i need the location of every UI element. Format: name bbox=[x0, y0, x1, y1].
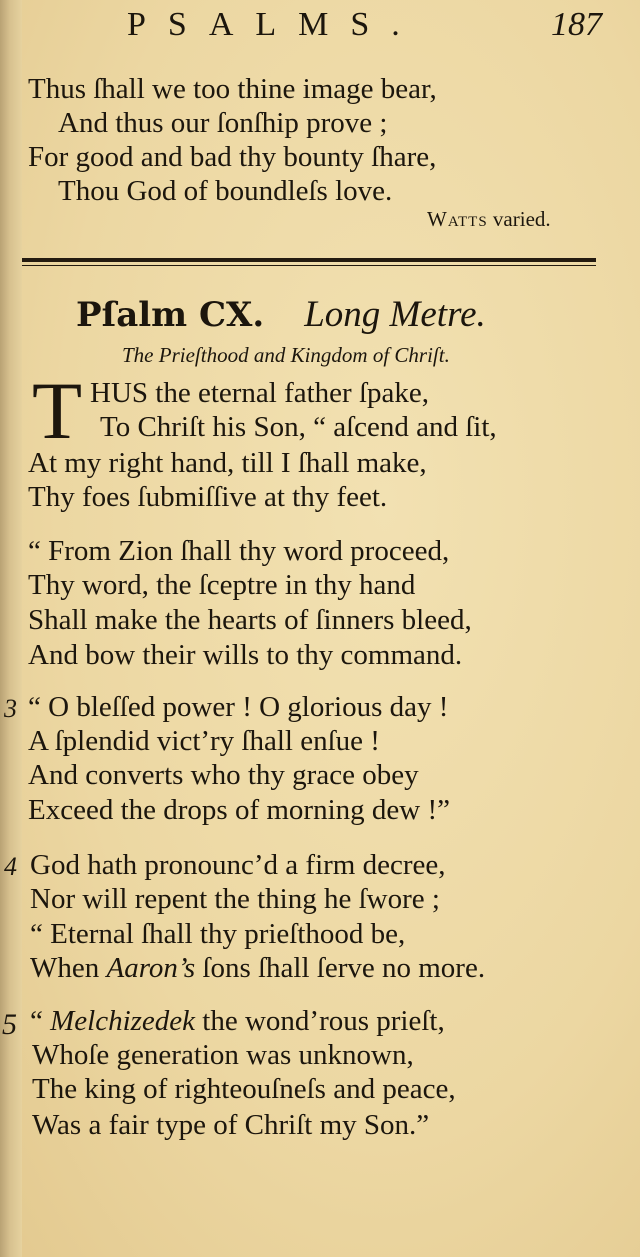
drop-cap: T bbox=[32, 365, 83, 456]
verse-line: Nor will repent the thing he ſwore ; bbox=[30, 883, 440, 915]
verse-line: To Chriſt his Son, “ aſcend and ſit, bbox=[100, 411, 497, 443]
attribution bbox=[427, 207, 551, 232]
verse-line: Was a fair type of Chriſt my Son.” bbox=[32, 1109, 430, 1141]
verse-line: Thou God of boundleſs love. bbox=[58, 175, 393, 207]
page-number: 187 bbox=[551, 6, 602, 43]
verse-line: At my right hand, till I ſhall make, bbox=[28, 447, 427, 479]
psalm-subtitle: The Prieſthood and Kingdom of Chriſt. bbox=[122, 343, 450, 367]
verse-line: God hath pronounc’d a firm decree, bbox=[30, 849, 446, 881]
verse-line: “ From Zion ſhall thy word proceed, bbox=[28, 535, 450, 567]
running-header: PSALMS. bbox=[127, 6, 422, 43]
attribution-name: Watts bbox=[427, 207, 488, 231]
psalm-metre: Long Metre. bbox=[304, 294, 486, 335]
stanza-number: 3 bbox=[4, 694, 17, 723]
verse-line bbox=[30, 1004, 445, 1038]
verse-line: And thus our ſonſhip prove ; bbox=[58, 107, 388, 139]
psalm-number-title: Pſalm CX. bbox=[76, 295, 265, 335]
verse-line: Thy word, the ſceptre in thy hand bbox=[28, 569, 416, 601]
verse-line: “ O bleſſed power ! O glorious day ! bbox=[28, 691, 449, 723]
stanza-number: 5 bbox=[2, 1008, 17, 1041]
verse-line: And converts who thy grace obey bbox=[28, 759, 419, 791]
verse-line: A ſplendid vict’ry ſhall enſue ! bbox=[28, 725, 380, 757]
section-divider bbox=[22, 258, 596, 262]
attribution-note: varied. bbox=[492, 207, 551, 231]
verse-line: The king of righteouſneſs and peace, bbox=[32, 1073, 456, 1105]
page-binding-edge bbox=[0, 0, 22, 1257]
verse-text: “ bbox=[30, 1005, 43, 1037]
verse-line: Thus ſhall we too thine image bear, bbox=[28, 73, 437, 105]
verse-name-italic: Melchizedek bbox=[50, 1005, 196, 1037]
verse-line bbox=[30, 951, 485, 985]
verse-text: When bbox=[30, 952, 100, 984]
verse-line: HUS the eternal father ſpake, bbox=[90, 377, 429, 409]
verse-line: “ Eternal ſhall thy prieſthood be, bbox=[30, 918, 406, 950]
stanza-number: 4 bbox=[4, 852, 17, 881]
verse-line: Shall make the hearts of ſinners bleed, bbox=[28, 604, 472, 636]
verse-line: Exceed the drops of morning dew !” bbox=[28, 794, 450, 826]
verse-line: Whoſe generation was unknown, bbox=[32, 1039, 414, 1071]
verse-text: the wond’rous prieſt, bbox=[202, 1005, 445, 1037]
psalm-title bbox=[76, 293, 486, 336]
verse-line: Thy foes ſubmiſſive at thy feet. bbox=[28, 481, 388, 513]
verse-line: For good and bad thy bounty ſhare, bbox=[28, 141, 437, 173]
section-divider-thin bbox=[22, 265, 596, 266]
verse-line: And bow their wills to thy command. bbox=[28, 639, 463, 671]
verse-name-italic: Aaron’s bbox=[106, 952, 196, 984]
verse-text: ſons ſhall ſerve no more. bbox=[202, 952, 486, 984]
